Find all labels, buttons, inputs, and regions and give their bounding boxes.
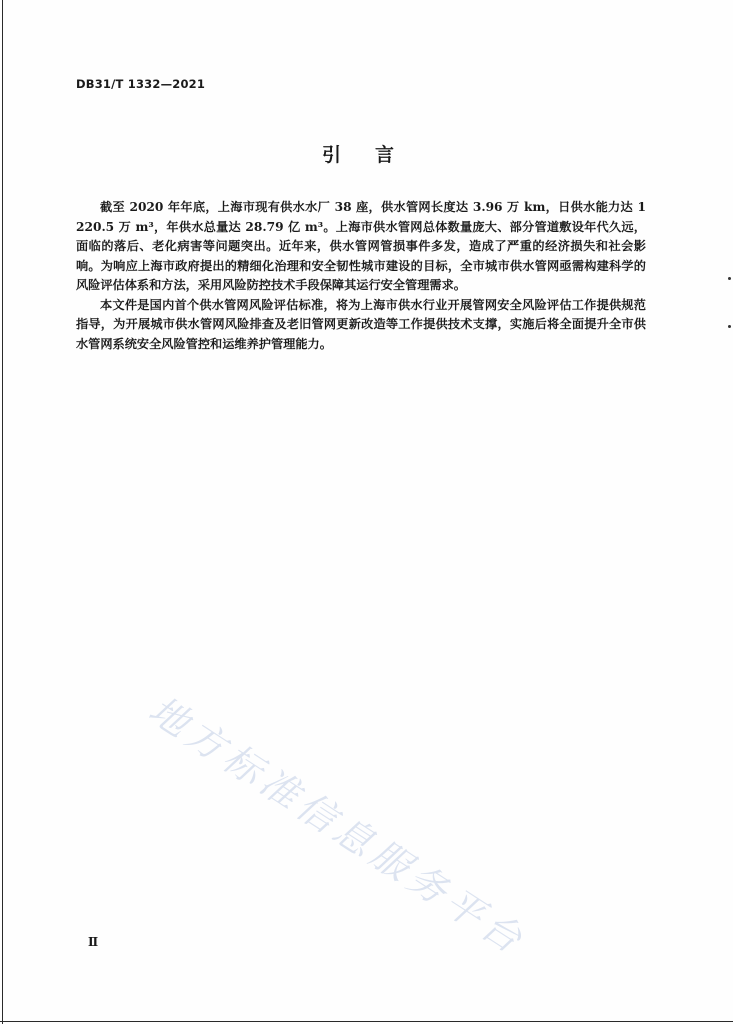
- document-code: DB31/T 1332—2021: [76, 77, 206, 91]
- scan-mark: [728, 325, 731, 328]
- paragraph-2: 本文件是国内首个供水管网风险评估标准，将为上海市供水行业开展管网安全风险评估工作提供规范指导，为开展城市供水管网风险排查及老旧管网更新改造等工作提供技术支撑，实施后将全面提升全市供水管网系统安全风险管控和运维养护管理能力。: [76, 297, 646, 351]
- page-title: 引言: [322, 144, 429, 166]
- watermark: 地方标准信息服务平台: [141, 687, 535, 965]
- page-bottom-border: [0, 1021, 733, 1022]
- page-left-border: [2, 0, 3, 1024]
- page-number: Ⅱ: [88, 935, 99, 949]
- scan-mark: [728, 277, 731, 280]
- paragraph-1: 截至 2020 年年底，上海市现有供水水厂 38 座，供水管网长度达 3.96 万 km，日供水能力达 1 220.5 万 m³，年供水总量达 28.79 亿 m³。上海市供水管网总体数量庞大、部分管道敷设年代久远，面临的落后、老化病害等问题突出。近年来，供水管网管损事件多发，造成了严重的经济损失和社会影响。为响应上海市政府提出的精细化治理和安全韧性城市建设的目标，全市城市供水管网亟需构建科学的风险评估体系和方法，采用风险防控技术手段保障其运行安全管理需求。: [76, 200, 646, 292]
- introduction-body: [76, 198, 646, 354]
